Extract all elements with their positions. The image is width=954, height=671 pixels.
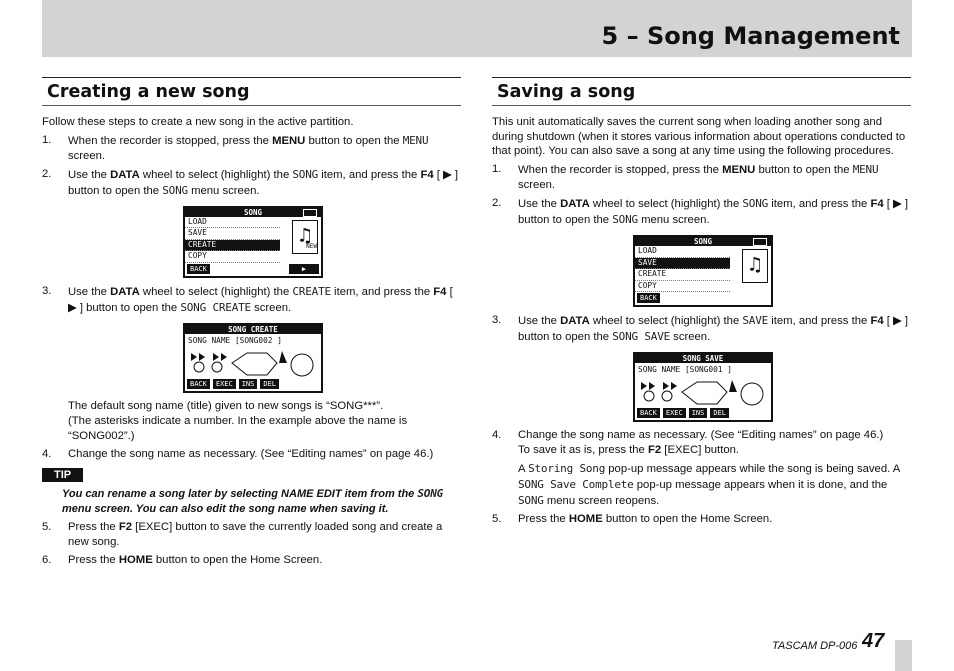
lcd-song-name: SONG NAME [SONG001 ] [638, 365, 732, 375]
save-step-4: 4. Change the song name as necessary. (See “Editing names” on page 46.) [492, 429, 884, 442]
chapter-title: 5 – Song Management [601, 22, 900, 50]
lcd-song-save [633, 352, 773, 422]
lcd-menu-item-selected: SAVE [635, 258, 730, 270]
battery-icon [303, 209, 317, 217]
save-popup-note: A Storing Song pop-up message appears while the song is being saved. A SONG Save Complete pop-up message appears when it is done, and the SONG menu screen reopens. [518, 462, 900, 508]
song-menu-screen-figure [42, 206, 461, 278]
lcd-menu-item-selected: CREATE [185, 240, 280, 252]
chapter-header-bar [42, 0, 912, 57]
lcd-ins-button: INS [689, 408, 708, 418]
save-intro-text: This unit automatically saves the current song when loading another song and during shutdown (when it stores various information about operations conducted to that point). You can also save a song at any time using the following procedures. [492, 116, 906, 158]
lcd-button-bar [637, 293, 769, 303]
default-name-note: The default song name (title) given to new songs is “SONG***”. [68, 399, 384, 412]
lcd-song-menu [183, 206, 323, 278]
save-step-5: 5. Press the HOME button to open the Home Screen. [492, 513, 773, 526]
lcd-back-button: BACK [637, 293, 660, 303]
lcd-button-bar [637, 408, 769, 418]
lcd-title: SONG SAVE [635, 354, 771, 363]
step-1: 1. When the recorder is stopped, press the MENU button to open the MENU screen. [42, 133, 429, 162]
lcd-song-name: SONG NAME [SONG002 ] [188, 335, 282, 345]
left-column [42, 77, 461, 568]
lcd-title: SONG [185, 208, 321, 217]
step-4: 4. Change the song name as necessary. (See “Editing names” on page 46.) [42, 447, 434, 460]
song-save-screen-figure [492, 352, 911, 422]
lcd-exec-button: EXEC [213, 379, 236, 389]
lcd-title: SONG CREATE [185, 325, 321, 334]
section-heading-create: Creating a new song [42, 77, 461, 106]
step-6: 6. Press the HOME button to open the Home Screen. [42, 553, 323, 566]
song-save-illustration-icon [187, 349, 317, 377]
tip-badge: TIP [42, 468, 83, 482]
lcd-button-bar [187, 264, 319, 274]
lcd-menu-item: COPY [635, 281, 730, 293]
lcd-menu-item: LOAD [185, 217, 280, 229]
song-create-screen-figure [42, 323, 461, 393]
save-step-2: 2. Use the DATA wheel to select (highlight) the SONG item, and press the F4 [ ▶ ] button to open the SONG menu screen. [492, 197, 909, 227]
lcd-title: SONG [635, 237, 771, 246]
save-song-menu-figure [492, 235, 911, 307]
lcd-forward-button: ▶ [289, 264, 319, 274]
step-5: 5. Press the F2 [EXEC] button to save the currently loaded song and create a new song. [42, 520, 443, 548]
lcd-menu-item: COPY [185, 251, 280, 263]
step-3: 3. Use the DATA wheel to select (highlight) the CREATE item, and press the F4 [ ▶ ] button to open the SONG CREATE screen. [42, 284, 453, 314]
lcd-song-create [183, 323, 323, 393]
right-column [492, 77, 911, 527]
step-2: 2. Use the DATA wheel to select (highlight) the SONG item, and press the F4 [ ▶ ] button to open the SONG menu screen. [42, 167, 459, 197]
battery-icon [753, 238, 767, 246]
music-note-icon: ♫ [742, 249, 768, 283]
lcd-back-button: BACK [637, 408, 660, 418]
lcd-button-bar [187, 379, 319, 389]
lcd-del-button: DEL [260, 379, 279, 389]
new-label: NEW [306, 242, 317, 250]
asterisk-note: (The asterisks indicate a number. In the example above the name is “SONG002”.) [68, 414, 408, 442]
page-edge-tab [895, 640, 912, 671]
section-heading-save: Saving a song [492, 77, 911, 106]
lcd-del-button: DEL [710, 408, 729, 418]
save-step-1: 1. When the recorder is stopped, press the MENU button to open the MENU screen. [492, 163, 879, 192]
lcd-back-button: BACK [187, 264, 210, 274]
song-save-illustration-icon [637, 378, 767, 406]
lcd-song-menu-save [633, 235, 773, 307]
lcd-menu-item: LOAD [635, 246, 730, 258]
page-number: 47 [862, 630, 885, 652]
footer-brand: TASCAM DP-006 [772, 640, 858, 652]
lcd-ins-button: INS [239, 379, 258, 389]
tip-text: You can rename a song later by selecting NAME EDIT item from the SONG menu screen. You can also edit the song name when saving it. [62, 486, 444, 515]
save-step-3: 3. Use the DATA wheel to select (highlight) the SAVE item, and press the F4 [ ▶ ] button to open the SONG SAVE screen. [492, 314, 909, 344]
music-note-icon: ♫ [292, 220, 318, 254]
save-as-is-note: To save it as is, press the F2 [EXEC] button. [518, 444, 740, 457]
lcd-menu-item: CREATE [635, 269, 730, 281]
lcd-menu-item: SAVE [185, 228, 280, 240]
lcd-back-button: BACK [187, 379, 210, 389]
lcd-exec-button: EXEC [663, 408, 686, 418]
intro-text: Follow these steps to create a new song in the active partition. [42, 116, 354, 128]
